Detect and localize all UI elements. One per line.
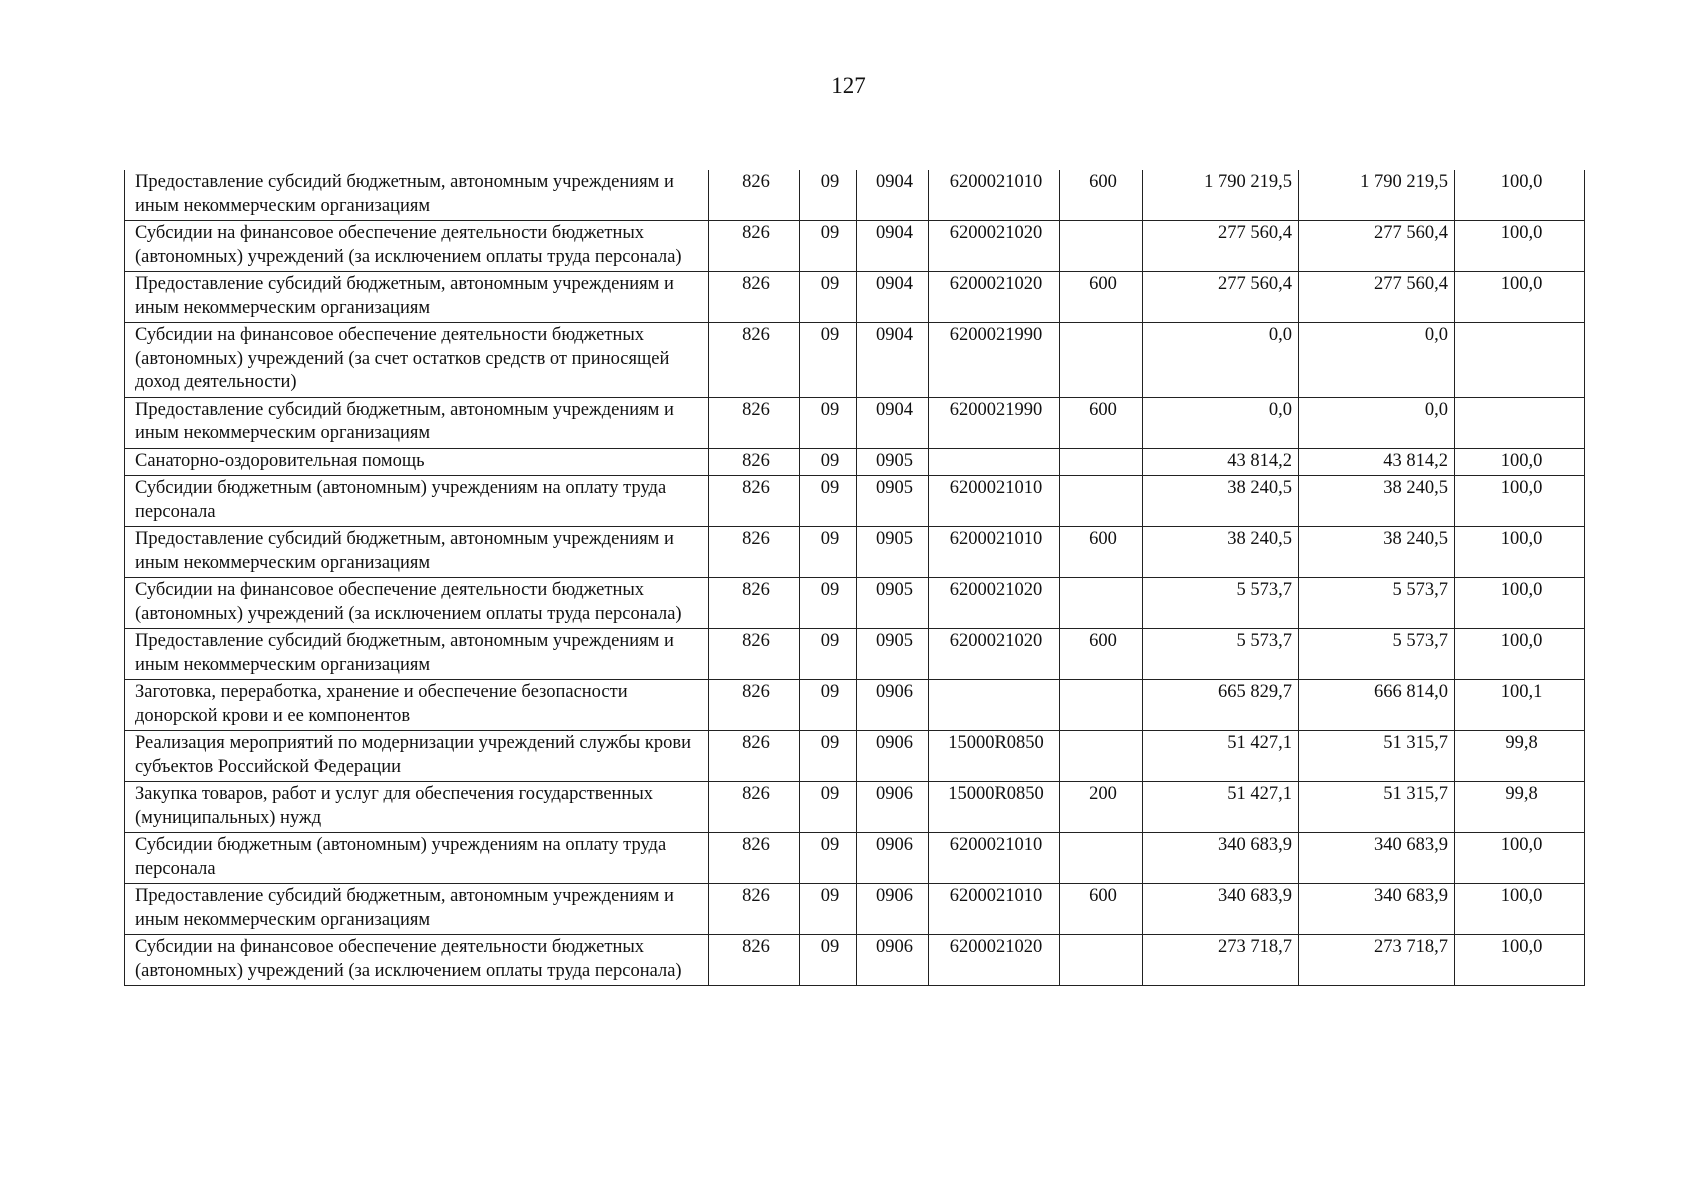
row-ved: 826 bbox=[709, 629, 800, 680]
row-vr bbox=[1060, 323, 1143, 398]
row-pct: 100,0 bbox=[1455, 272, 1585, 323]
row-fact: 5 573,7 bbox=[1299, 629, 1455, 680]
row-csr: 6200021010 bbox=[929, 527, 1060, 578]
table-row bbox=[125, 323, 1585, 398]
row-ved: 826 bbox=[709, 884, 800, 935]
row-plan: 38 240,5 bbox=[1143, 476, 1299, 527]
row-name: Предоставление субсидий бюджетным, автономным учреждениям и иным некоммерческим организациям bbox=[125, 397, 709, 448]
row-pct: 99,8 bbox=[1455, 782, 1585, 833]
row-vr bbox=[1060, 935, 1143, 986]
row-plan: 51 427,1 bbox=[1143, 782, 1299, 833]
row-vr: 600 bbox=[1060, 397, 1143, 448]
row-prz: 0905 bbox=[857, 578, 929, 629]
row-prz: 0906 bbox=[857, 935, 929, 986]
row-plan: 277 560,4 bbox=[1143, 221, 1299, 272]
row-name: Санаторно-оздоровительная помощь bbox=[125, 448, 709, 476]
table-row bbox=[125, 476, 1585, 527]
table-row bbox=[125, 170, 1585, 221]
row-ved: 826 bbox=[709, 170, 800, 221]
row-prz: 0904 bbox=[857, 221, 929, 272]
row-name: Субсидии на финансовое обеспечение деятельности бюджетных (автономных) учреждений (за исключением оплаты труда персонала) bbox=[125, 935, 709, 986]
row-rz: 09 bbox=[800, 527, 857, 578]
row-vr bbox=[1060, 731, 1143, 782]
row-name: Реализация мероприятий по модернизации учреждений службы крови субъектов Российской Федерации bbox=[125, 731, 709, 782]
row-csr: 6200021010 bbox=[929, 884, 1060, 935]
row-csr: 6200021010 bbox=[929, 170, 1060, 221]
row-name: Субсидии на финансовое обеспечение деятельности бюджетных (автономных) учреждений (за исключением оплаты труда персонала) bbox=[125, 221, 709, 272]
row-prz: 0906 bbox=[857, 731, 929, 782]
row-rz: 09 bbox=[800, 448, 857, 476]
row-csr: 6200021990 bbox=[929, 323, 1060, 398]
row-pct: 100,0 bbox=[1455, 884, 1585, 935]
row-fact: 38 240,5 bbox=[1299, 527, 1455, 578]
row-csr: 15000R0850 bbox=[929, 782, 1060, 833]
row-vr bbox=[1060, 221, 1143, 272]
row-pct: 100,0 bbox=[1455, 476, 1585, 527]
row-rz: 09 bbox=[800, 272, 857, 323]
row-pct: 100,0 bbox=[1455, 170, 1585, 221]
table-row bbox=[125, 782, 1585, 833]
row-name: Закупка товаров, работ и услуг для обеспечения государственных (муниципальных) нужд bbox=[125, 782, 709, 833]
row-fact: 43 814,2 bbox=[1299, 448, 1455, 476]
row-fact: 0,0 bbox=[1299, 397, 1455, 448]
row-plan: 273 718,7 bbox=[1143, 935, 1299, 986]
row-plan: 5 573,7 bbox=[1143, 578, 1299, 629]
row-csr: 6200021020 bbox=[929, 221, 1060, 272]
row-ved: 826 bbox=[709, 221, 800, 272]
row-prz: 0905 bbox=[857, 476, 929, 527]
row-prz: 0906 bbox=[857, 833, 929, 884]
row-pct: 99,8 bbox=[1455, 731, 1585, 782]
row-plan: 277 560,4 bbox=[1143, 272, 1299, 323]
table-row bbox=[125, 731, 1585, 782]
row-vr: 600 bbox=[1060, 884, 1143, 935]
row-plan: 340 683,9 bbox=[1143, 884, 1299, 935]
row-pct: 100,0 bbox=[1455, 527, 1585, 578]
row-rz: 09 bbox=[800, 578, 857, 629]
row-fact: 51 315,7 bbox=[1299, 782, 1455, 833]
row-ved: 826 bbox=[709, 272, 800, 323]
row-csr: 15000R0850 bbox=[929, 731, 1060, 782]
row-plan: 51 427,1 bbox=[1143, 731, 1299, 782]
row-plan: 0,0 bbox=[1143, 323, 1299, 398]
page-number: 127 bbox=[831, 73, 866, 98]
row-vr bbox=[1060, 448, 1143, 476]
row-fact: 666 814,0 bbox=[1299, 680, 1455, 731]
row-name: Предоставление субсидий бюджетным, автономным учреждениям и иным некоммерческим организациям bbox=[125, 170, 709, 221]
row-fact: 1 790 219,5 bbox=[1299, 170, 1455, 221]
row-ved: 826 bbox=[709, 833, 800, 884]
row-vr bbox=[1060, 833, 1143, 884]
row-vr: 600 bbox=[1060, 170, 1143, 221]
row-csr: 6200021020 bbox=[929, 629, 1060, 680]
row-fact: 340 683,9 bbox=[1299, 884, 1455, 935]
row-pct: 100,0 bbox=[1455, 833, 1585, 884]
row-ved: 826 bbox=[709, 935, 800, 986]
row-prz: 0906 bbox=[857, 680, 929, 731]
row-ved: 826 bbox=[709, 476, 800, 527]
row-rz: 09 bbox=[800, 170, 857, 221]
row-vr bbox=[1060, 476, 1143, 527]
row-ved: 826 bbox=[709, 782, 800, 833]
row-pct: 100,0 bbox=[1455, 448, 1585, 476]
row-rz: 09 bbox=[800, 731, 857, 782]
row-name: Предоставление субсидий бюджетным, автономным учреждениям и иным некоммерческим организациям bbox=[125, 527, 709, 578]
row-prz: 0906 bbox=[857, 782, 929, 833]
row-prz: 0905 bbox=[857, 629, 929, 680]
row-vr bbox=[1060, 680, 1143, 731]
table-row bbox=[125, 527, 1585, 578]
row-ved: 826 bbox=[709, 527, 800, 578]
table-row bbox=[125, 397, 1585, 448]
row-ved: 826 bbox=[709, 578, 800, 629]
budget-table bbox=[124, 170, 1585, 986]
row-csr: 6200021990 bbox=[929, 397, 1060, 448]
row-rz: 09 bbox=[800, 323, 857, 398]
row-fact: 277 560,4 bbox=[1299, 221, 1455, 272]
table-row bbox=[125, 833, 1585, 884]
row-csr bbox=[929, 680, 1060, 731]
row-csr: 6200021020 bbox=[929, 578, 1060, 629]
row-rz: 09 bbox=[800, 629, 857, 680]
row-vr: 200 bbox=[1060, 782, 1143, 833]
row-name: Заготовка, переработка, хранение и обеспечение безопасности донорской крови и ее компонентов bbox=[125, 680, 709, 731]
row-pct: 100,0 bbox=[1455, 935, 1585, 986]
row-prz: 0906 bbox=[857, 884, 929, 935]
row-fact: 277 560,4 bbox=[1299, 272, 1455, 323]
table-row bbox=[125, 221, 1585, 272]
table-row bbox=[125, 448, 1585, 476]
table-row bbox=[125, 272, 1585, 323]
row-name: Субсидии на финансовое обеспечение деятельности бюджетных (автономных) учреждений (за исключением оплаты труда персонала) bbox=[125, 578, 709, 629]
row-csr bbox=[929, 448, 1060, 476]
row-plan: 0,0 bbox=[1143, 397, 1299, 448]
row-plan: 1 790 219,5 bbox=[1143, 170, 1299, 221]
row-prz: 0905 bbox=[857, 448, 929, 476]
table-row bbox=[125, 884, 1585, 935]
row-vr: 600 bbox=[1060, 272, 1143, 323]
row-pct: 100,0 bbox=[1455, 221, 1585, 272]
row-plan: 43 814,2 bbox=[1143, 448, 1299, 476]
row-name: Предоставление субсидий бюджетным, автономным учреждениям и иным некоммерческим организациям bbox=[125, 272, 709, 323]
row-name: Субсидии бюджетным (автономным) учреждениям на оплату труда персонала bbox=[125, 476, 709, 527]
row-rz: 09 bbox=[800, 397, 857, 448]
table-row bbox=[125, 578, 1585, 629]
row-rz: 09 bbox=[800, 935, 857, 986]
row-fact: 51 315,7 bbox=[1299, 731, 1455, 782]
row-name: Субсидии бюджетным (автономным) учреждениям на оплату труда персонала bbox=[125, 833, 709, 884]
row-pct bbox=[1455, 323, 1585, 398]
row-rz: 09 bbox=[800, 221, 857, 272]
row-fact: 273 718,7 bbox=[1299, 935, 1455, 986]
row-fact: 5 573,7 bbox=[1299, 578, 1455, 629]
row-rz: 09 bbox=[800, 884, 857, 935]
row-vr bbox=[1060, 578, 1143, 629]
row-pct: 100,1 bbox=[1455, 680, 1585, 731]
row-fact: 0,0 bbox=[1299, 323, 1455, 398]
row-prz: 0904 bbox=[857, 323, 929, 398]
table-row bbox=[125, 680, 1585, 731]
row-plan: 665 829,7 bbox=[1143, 680, 1299, 731]
row-vr: 600 bbox=[1060, 629, 1143, 680]
row-prz: 0904 bbox=[857, 170, 929, 221]
row-rz: 09 bbox=[800, 680, 857, 731]
row-name: Предоставление субсидий бюджетным, автономным учреждениям и иным некоммерческим организациям bbox=[125, 629, 709, 680]
row-ved: 826 bbox=[709, 323, 800, 398]
row-rz: 09 bbox=[800, 476, 857, 527]
table-row bbox=[125, 935, 1585, 986]
row-plan: 340 683,9 bbox=[1143, 833, 1299, 884]
row-pct bbox=[1455, 397, 1585, 448]
row-name: Субсидии на финансовое обеспечение деятельности бюджетных (автономных) учреждений (за счет остатков средств от приносящей доход деятельности) bbox=[125, 323, 709, 398]
row-fact: 340 683,9 bbox=[1299, 833, 1455, 884]
row-pct: 100,0 bbox=[1455, 578, 1585, 629]
row-prz: 0904 bbox=[857, 272, 929, 323]
row-rz: 09 bbox=[800, 782, 857, 833]
row-csr: 6200021020 bbox=[929, 272, 1060, 323]
row-ved: 826 bbox=[709, 448, 800, 476]
table-row bbox=[125, 629, 1585, 680]
row-fact: 38 240,5 bbox=[1299, 476, 1455, 527]
row-ved: 826 bbox=[709, 731, 800, 782]
row-plan: 38 240,5 bbox=[1143, 527, 1299, 578]
row-plan: 5 573,7 bbox=[1143, 629, 1299, 680]
row-csr: 6200021010 bbox=[929, 833, 1060, 884]
row-rz: 09 bbox=[800, 833, 857, 884]
row-prz: 0905 bbox=[857, 527, 929, 578]
row-name: Предоставление субсидий бюджетным, автономным учреждениям и иным некоммерческим организациям bbox=[125, 884, 709, 935]
row-vr: 600 bbox=[1060, 527, 1143, 578]
row-csr: 6200021010 bbox=[929, 476, 1060, 527]
row-csr: 6200021020 bbox=[929, 935, 1060, 986]
row-pct: 100,0 bbox=[1455, 629, 1585, 680]
row-prz: 0904 bbox=[857, 397, 929, 448]
row-ved: 826 bbox=[709, 680, 800, 731]
row-ved: 826 bbox=[709, 397, 800, 448]
